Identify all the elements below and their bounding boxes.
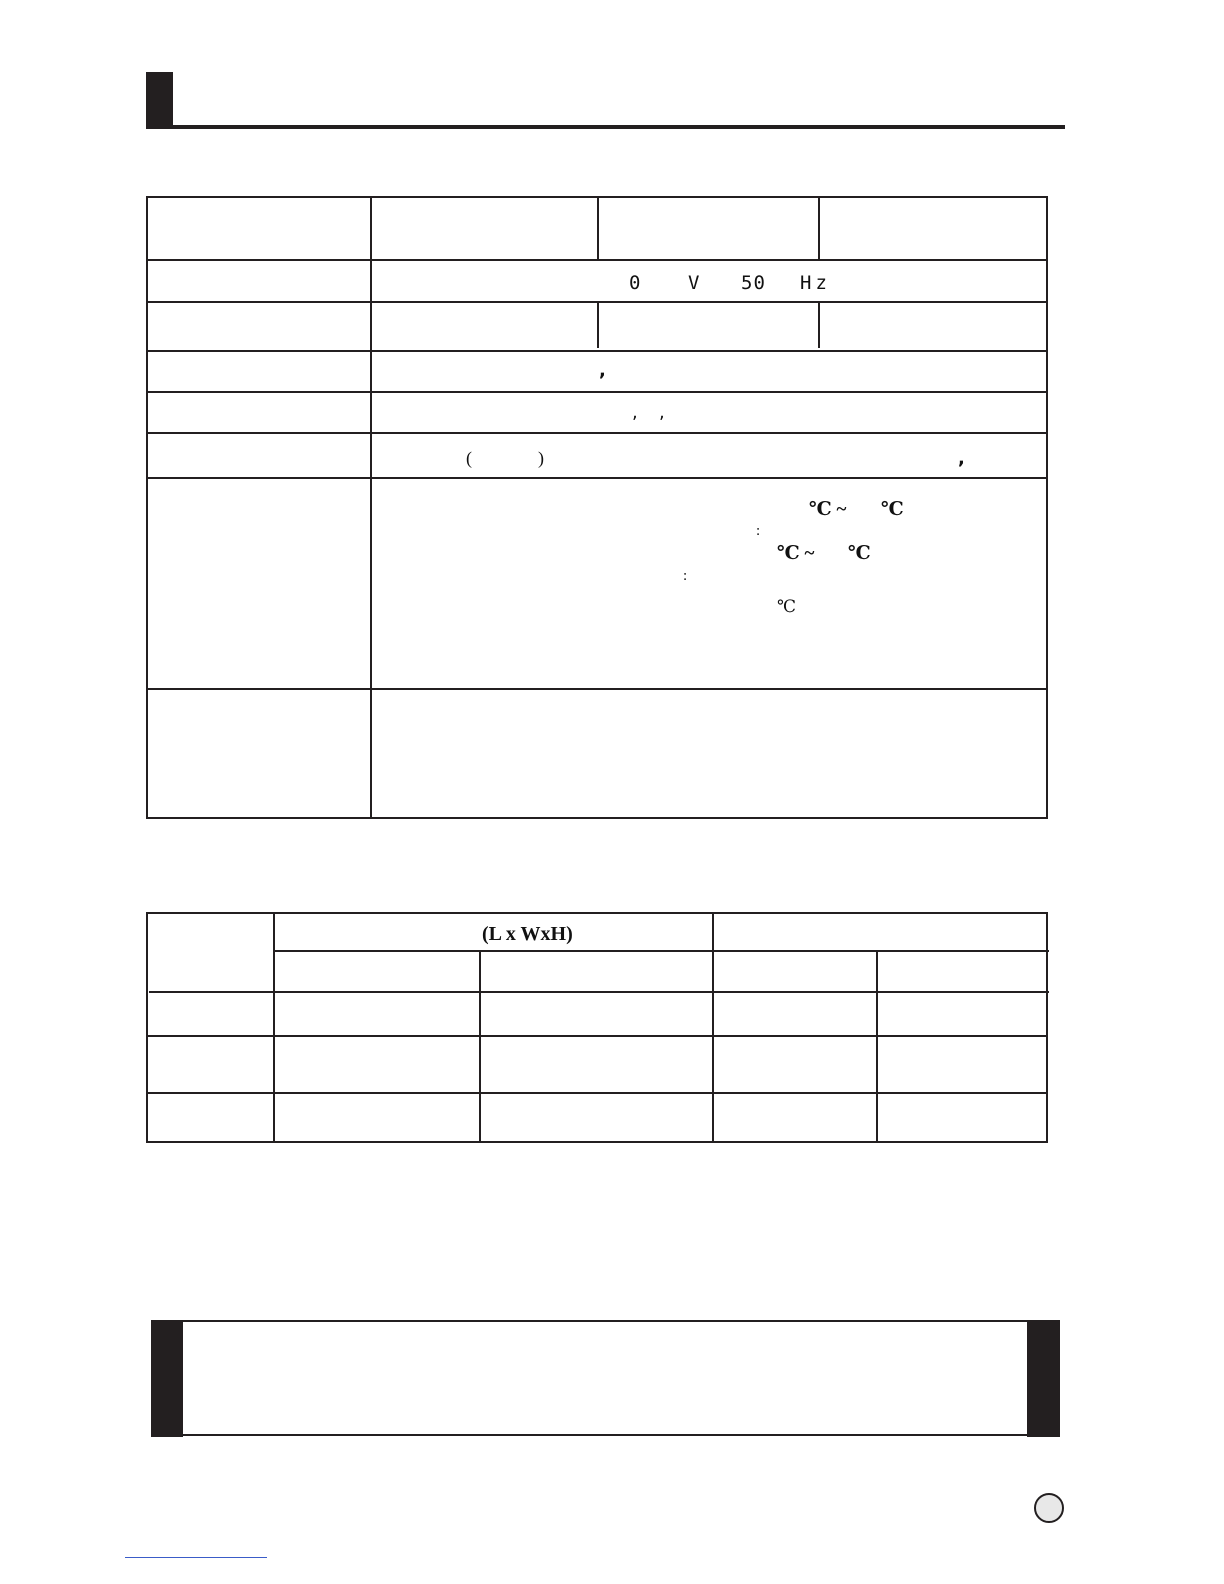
- dimensions-table-subheader-divider: [275, 950, 1049, 952]
- specs-table-bottom-border: [146, 817, 1048, 819]
- dimensions-table-col-divider: [876, 950, 878, 1143]
- footer-link-underline[interactable]: [125, 1557, 267, 1558]
- frequency-unit: Hz: [800, 272, 831, 294]
- dimensions-table-top-border: [146, 912, 1048, 914]
- dimensions-table-bottom-border: [146, 1141, 1048, 1143]
- temperature-range-start: ℃ ~: [777, 543, 815, 564]
- voltage-unit: V: [688, 272, 701, 294]
- frequency-value: 50: [741, 272, 766, 294]
- dimensions-table-col-divider: [479, 950, 481, 1143]
- dimensions-table-right-border: [1046, 912, 1048, 1143]
- dimensions-table-row-divider: [149, 991, 1049, 993]
- specs-table-left-border: [146, 196, 148, 819]
- specs-table-row-divider: [146, 391, 1046, 393]
- section-header-marker: [146, 72, 173, 128]
- specs-table-row-divider: [146, 688, 1046, 690]
- temperature-range-start: ℃ ~: [809, 499, 847, 520]
- notice-box: [151, 1320, 1059, 1436]
- row-comma: ,: [599, 360, 606, 381]
- specs-table-row-divider: [146, 350, 1046, 352]
- temperature-range-end: ℃: [848, 543, 871, 564]
- dimensions-table-row-divider: [146, 1092, 1047, 1094]
- dimensions-header-lwh: (L x WxH): [482, 923, 573, 945]
- specs-table-row-divider: [146, 432, 1046, 434]
- specs-table-col-divider: [818, 196, 820, 259]
- voltage-value: 0: [629, 272, 642, 294]
- specs-table-right-border: [1046, 196, 1048, 819]
- paren-open: (: [466, 448, 472, 468]
- dimensions-table-row-divider: [146, 1035, 1047, 1037]
- specs-table-col-divider: [818, 301, 820, 348]
- notice-box-right-bar: [1027, 1320, 1060, 1437]
- specs-table-col-divider: [597, 196, 599, 259]
- specs-table-label-divider: [370, 196, 372, 819]
- dimensions-table-left-border: [146, 912, 148, 1143]
- paren-close: ): [538, 448, 544, 468]
- dimensions-table-col-divider: [273, 912, 275, 1143]
- page-number-circle: [1034, 1493, 1064, 1523]
- row-comma: ,: [632, 402, 638, 423]
- notice-box-left-bar: [151, 1320, 183, 1437]
- row-comma: ,: [659, 402, 665, 423]
- specs-table-row-divider: [146, 301, 1046, 303]
- temperature-colon: :: [756, 523, 761, 539]
- temperature-unit: ℃: [777, 597, 797, 616]
- specs-table-col-divider: [597, 301, 599, 348]
- section-header-rule: [146, 125, 1065, 129]
- temperature-range-end: ℃: [881, 499, 904, 520]
- row-comma: ,: [958, 448, 965, 469]
- dimensions-table-col-divider: [712, 912, 714, 1143]
- specs-table-row-divider: [146, 259, 1046, 261]
- temperature-colon: :: [683, 568, 688, 584]
- specs-table-row-divider: [146, 477, 1046, 479]
